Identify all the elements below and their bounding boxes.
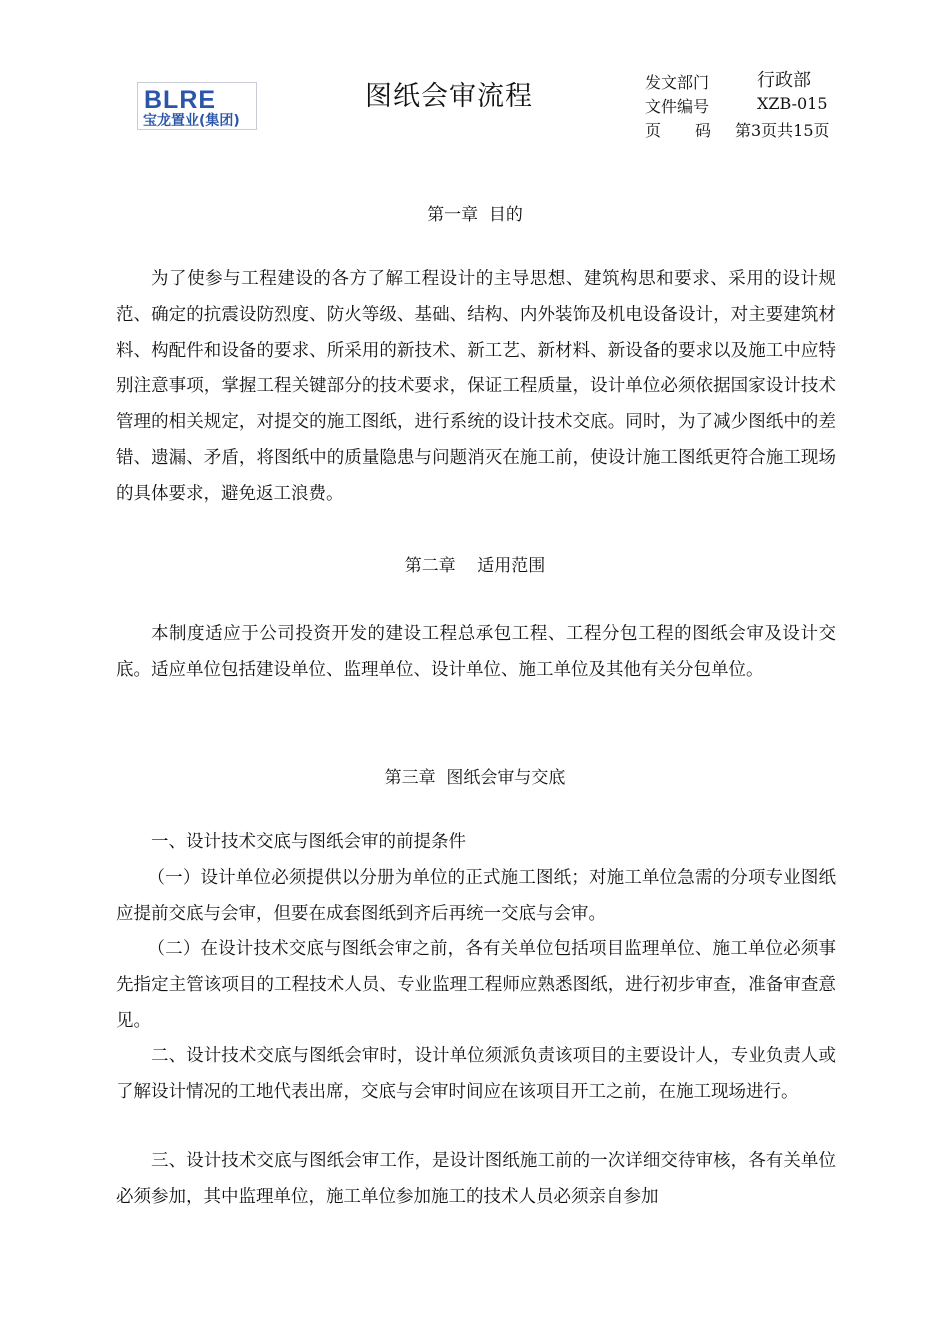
meta-label-page-a: 页: [645, 121, 662, 140]
chapter-3-heading: 第三章 图纸会审与交底: [384, 768, 566, 788]
meta-value-page: 第3页共15页: [735, 121, 830, 140]
meta-label-department: 发文部门: [645, 73, 710, 92]
company-logo-graphic: [138, 83, 256, 129]
meta-label-doc-number: 文件编号: [645, 97, 710, 116]
meta-label-page-b: 码: [695, 121, 712, 140]
meta-value-doc-number: XZB-015: [757, 94, 828, 113]
logo-letters: BLRE: [144, 86, 217, 114]
chapter-1-heading: 第一章 目的: [427, 205, 523, 225]
chapter-3-item-1: 一、设计技术交底与图纸会审的前提条件: [151, 832, 466, 852]
meta-value-department: 行政部: [757, 70, 811, 91]
chapter-2-heading: 第二章 适用范围: [404, 556, 546, 576]
chapter-1-paragraph: 为了使参与工程建设的各方了解工程设计的主导思想、建筑构思和要求、采用的设计规范、确定的抗震设防烈度、防火等级、基础、结构、内外装饰及机电设备设计，对主要建筑材料、构配件和设备的要求、所采用的新技术、新工艺、新材料、新设备的要求以及施工中应特别注意事项，掌握工程关键部分的技术要求，保证工程质量，设计单位必须依据国家设计技术管理的相关规定，对提交的施工图纸，进行系统的设计技术交底。同时，为了减少图纸中的差错、遗漏、矛盾，将图纸中的质量隐患与问题消灭在施工前，使设计施工图纸更符合施工现场的具体要求，避免返工浪费。: [116, 269, 836, 504]
logo-subtext: 宝龙置业(集团): [143, 113, 240, 129]
company-logo: [137, 82, 257, 130]
chapter-3-item-1-2: （二）在设计技术交底与图纸会审之前，各有关单位包括项目监理单位、施工单位必须事先指定主管该项目的工程技术人员、专业监理工程师应熟悉图纸，进行初步审查，准备审查意见。: [116, 939, 836, 1031]
chapter-3-item-3: 三、设计技术交底与图纸会审工作，是设计图纸施工前的一次详细交待审核，各有关单位必须参加，其中监理单位，施工单位参加施工的技术人员必须亲自参加: [116, 1151, 836, 1207]
document-title: 图纸会审流程: [365, 81, 533, 112]
chapter-2-paragraph: 本制度适应于公司投资开发的建设工程总承包工程、工程分包工程的图纸会审及设计交底。适应单位包括建设单位、监理单位、设计单位、施工单位及其他有关分包单位。: [116, 624, 836, 680]
chapter-3-item-2: 二、设计技术交底与图纸会审时，设计单位须派负责该项目的主要设计人，专业负责人或了解设计情况的工地代表出席，交底与会审时间应在该项目开工之前，在施工现场进行。: [116, 1046, 836, 1102]
chapter-3-item-1-1: （一）设计单位必须提供以分册为单位的正式施工图纸；对施工单位急需的分项专业图纸应提前交底与会审，但要在成套图纸到齐后再统一交底与会审。: [116, 868, 836, 924]
meta-label-page: [645, 118, 711, 141]
